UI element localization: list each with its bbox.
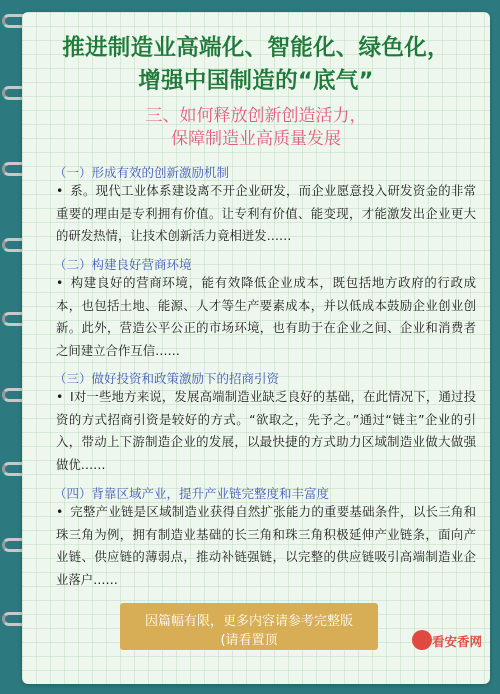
paragraph-text: 构建良好的营商环境，能有效降低企业成本，既包括地方政府的行政成本，也包括土地、能源、人才等生产要素成本，并以低成本鼓励企业创业创新。此外，营造公平公正的市场环境，也有助于在企业之间、企业和消费者之间建立合作互信……: [56, 275, 476, 358]
paragraph-text: 系。现代工业体系建设离不开企业研发，而企业愿意投入研发资金的非常重要的理由是专利拥有价值。让专利有价值、能变现，才能激发出企业更大的研发热情，让技术创新活力竟相迸发……: [56, 183, 476, 243]
bullet-point: •: [56, 275, 64, 290]
subtitle-line-1: 三、如何释放创新创造活力，: [145, 106, 367, 126]
paragraph-text: 完整产业链是区域制造业获得自然扩张能力的重要基础条件，以长三角和珠三角为例，拥有制造业基础的长三角和珠三角积极延伸产业链条，面向产业链、供应链的薄弱点，推动补链强链，以完整的供应链吸引高端制造业企业落户……: [56, 504, 476, 587]
section-paragraph-3: [56, 386, 476, 476]
bullet-point: •: [56, 504, 64, 519]
logo-text: 看安香网: [432, 634, 483, 649]
section-heading-3: （三）做好投资和政策激励下的招商引资: [54, 371, 280, 386]
bullet-point: •: [56, 183, 64, 198]
full-version-banner[interactable]: [120, 603, 378, 650]
logo-icon: [412, 630, 432, 650]
bullet-point: •: [56, 389, 64, 404]
banner-text-line-1: 因篇幅有限，更多内容请参考完整版: [144, 614, 353, 629]
paragraph-text: I对一些地方来说，发展高端制造业缺乏良好的基础，在此情况下，通过投资的方式招商引资是较好的方式。“欲取之，先予之。”通过“链主”企业的引入，带动上下游制造企业的发展，以最快捷的方式助力区域制造业做大做强做优……: [56, 389, 476, 472]
main-title-line-2: 增强中国制造的“底气”: [138, 68, 374, 94]
section-heading-2: （二）构建良好营商环境: [54, 257, 192, 272]
section-paragraph-2: [56, 272, 476, 362]
site-watermark-logo: [412, 628, 498, 654]
section-heading-1: （一）形成有效的创新激励机制: [54, 165, 230, 180]
section-paragraph-4: [56, 501, 476, 591]
section-heading-4: （四）背靠区域产业，提升产业链完整度和丰富度: [54, 486, 330, 501]
banner-text-line-2: (请看置顶: [220, 633, 278, 648]
main-title-line-1: 推进制造业高端化、智能化、绿色化，: [62, 35, 450, 61]
section-paragraph-1: [56, 180, 476, 248]
subtitle-line-2: 保障制造业高质量发展: [171, 129, 341, 149]
